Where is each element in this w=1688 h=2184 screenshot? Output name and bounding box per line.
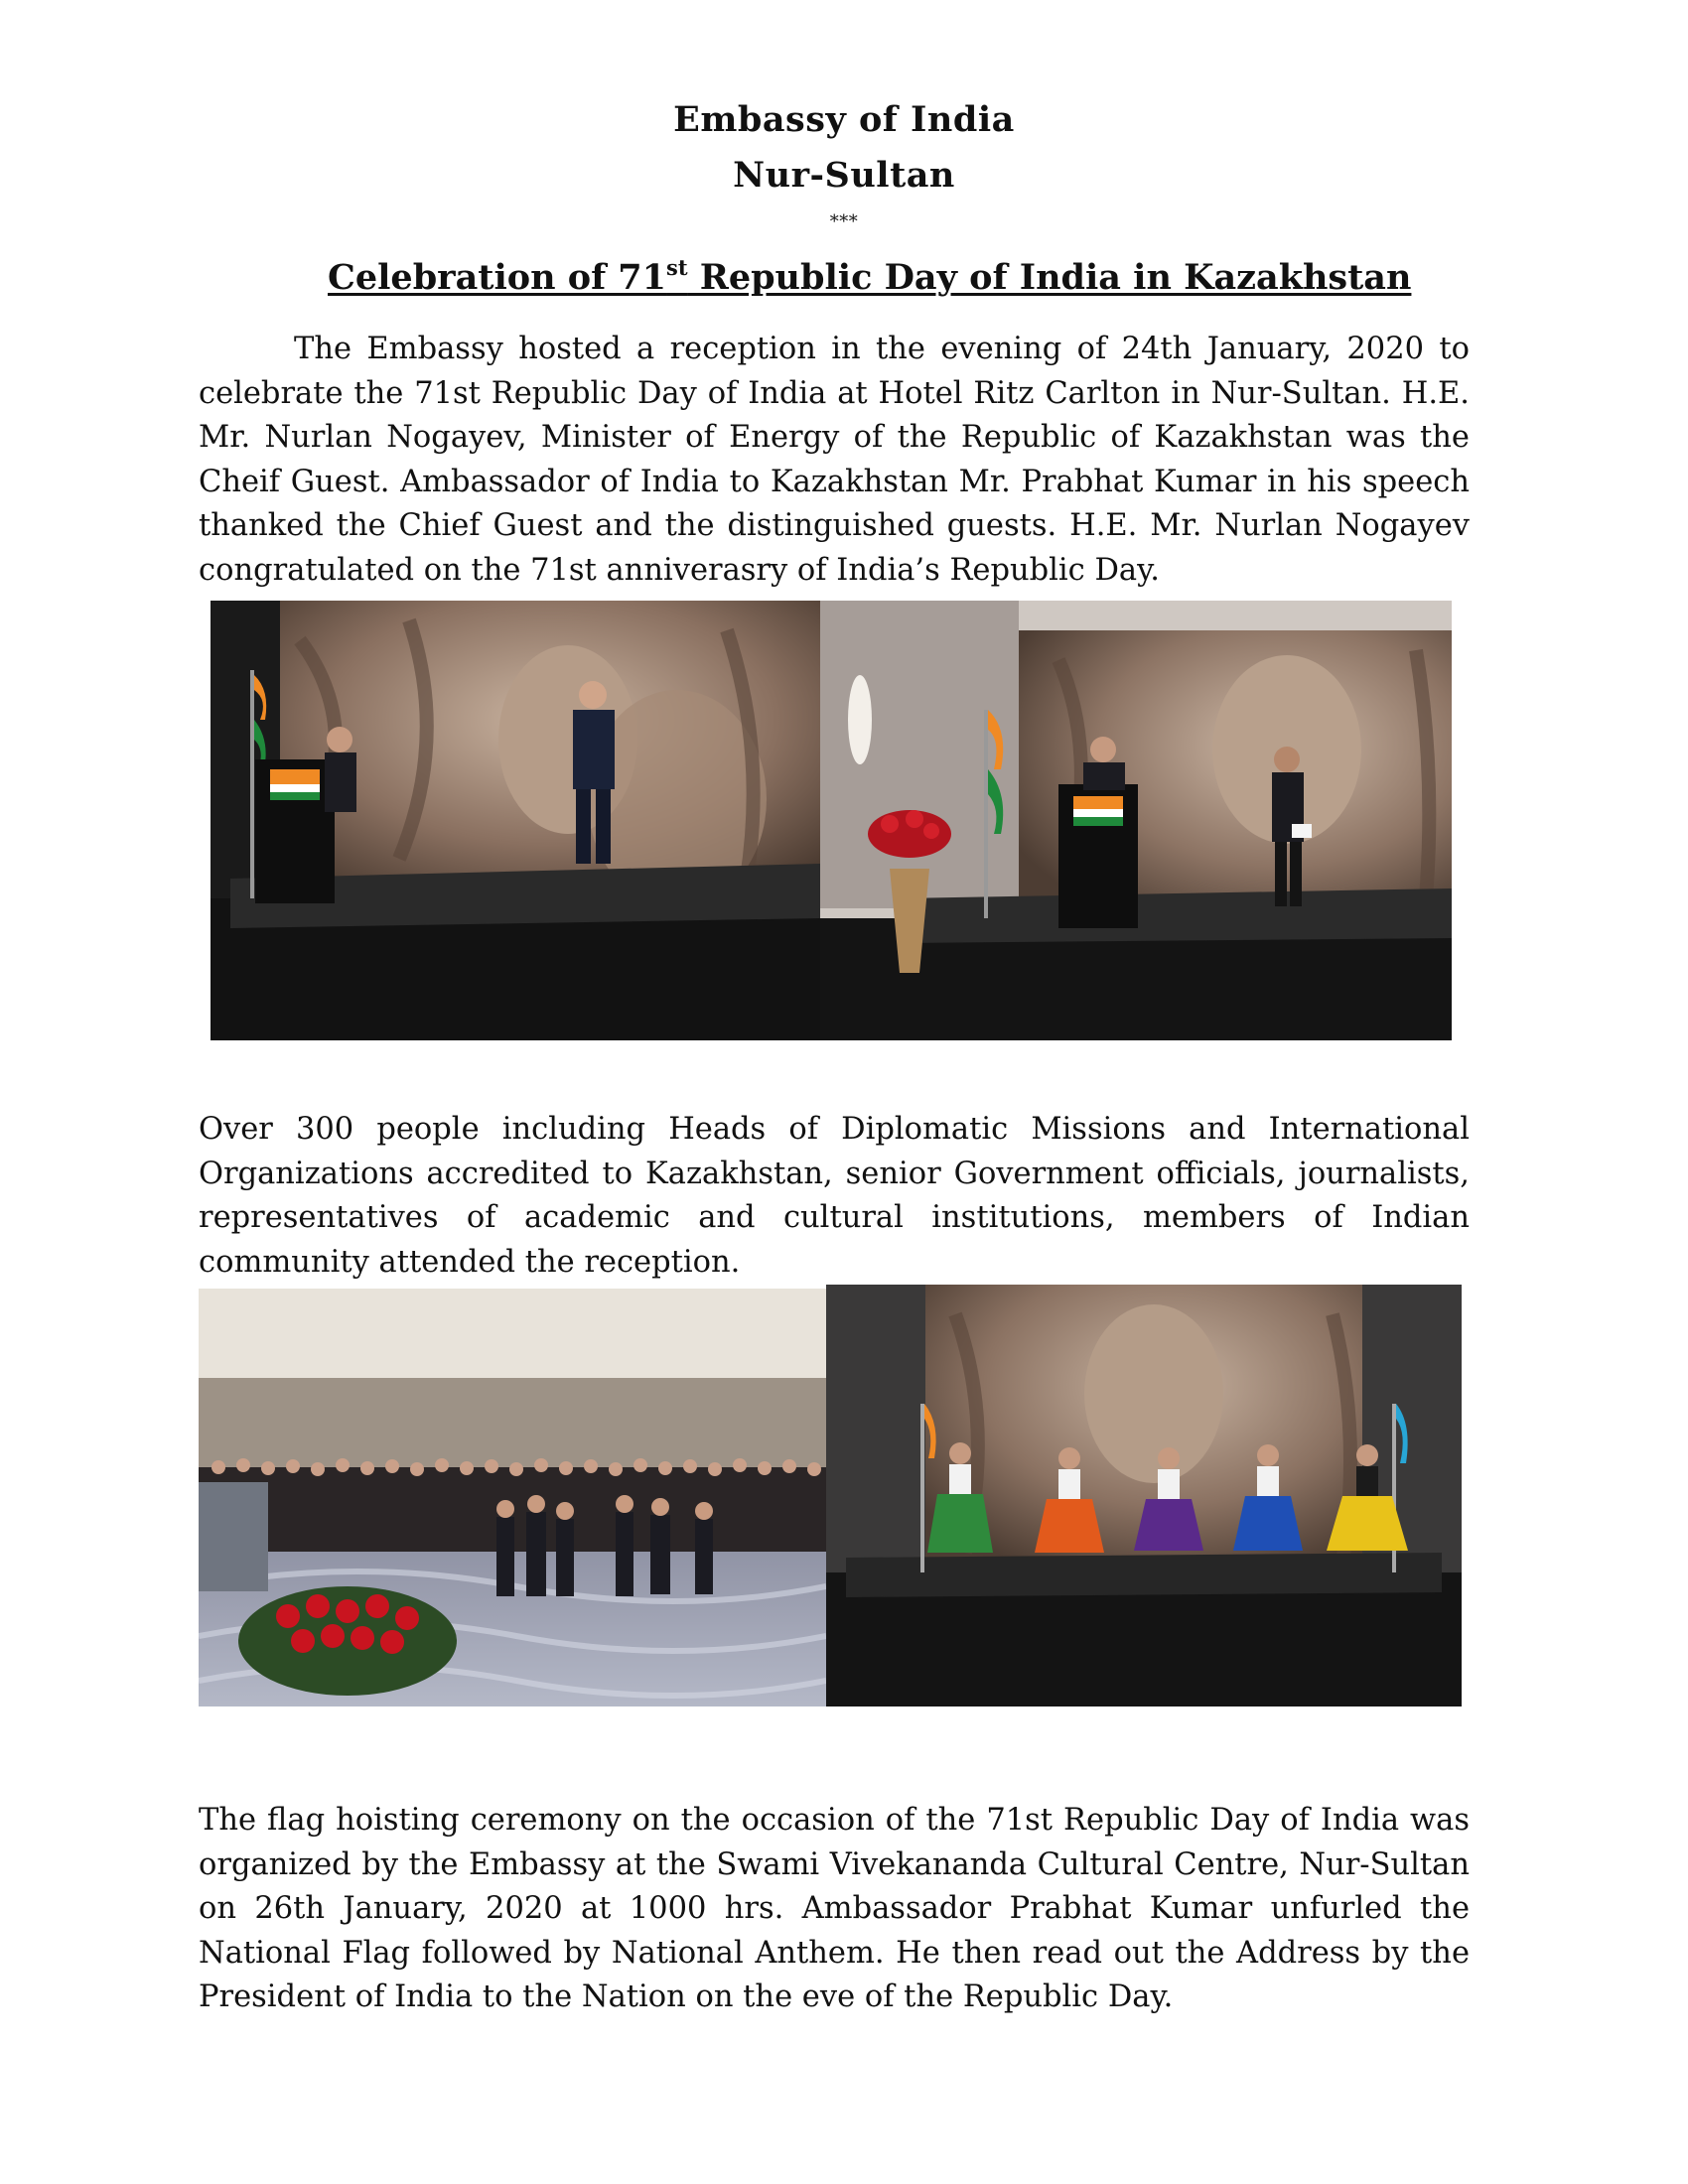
- photo-icon: [820, 601, 1452, 1040]
- organization-name: Embassy of India: [673, 99, 1015, 140]
- document-title: [328, 254, 1460, 302]
- photo-icon: [211, 601, 820, 1040]
- photo-icon: [826, 1285, 1462, 1706]
- title-superscript: st: [666, 255, 688, 280]
- paragraph-attendance: Over 300 people including Heads of Diplomatic Missions and International Organizations accredited to Kazakhstan, senior Government officials, journalists, representatives of academic and cultural institutions, members of Indian community attended the reception.: [199, 1112, 1470, 1280]
- separator-stars: ***: [829, 211, 859, 232]
- photo-icon: [199, 1289, 826, 1706]
- paragraph-flag-hoisting: The flag hoisting ceremony on the occasion of the 71st Republic Day of India was organized by the Embassy at the Swami Vivekananda Cultural Centre, Nur-Sultan on 26th January, 2020 at 1000 hrs. Ambassador Prabhat Kumar unfurled the National Flag followed by National Anthem. He then read out the Address by the President of India to the Nation on the eve of the Republic Day.: [199, 1803, 1470, 2014]
- city-name: Nur-Sultan: [733, 155, 955, 196]
- title-text-before: Celebration of 71: [328, 257, 667, 298]
- paragraph-reception: The Embassy hosted a reception in the evening of 24th January, 2020 to celebrate the 71st Republic Day of India at Hotel Ritz Carlton in Nur-Sultan. H.E. Mr. Nurlan Nogayev, Minister of Energy of the Republic of Kazakhstan was the Cheif Guest. Ambassador of India to Kazakhstan Mr. Prabhat Kumar in his speech thanked the Chief Guest and the distinguished guests. H.E. Mr. Nurlan Nogayev congratulated on the 71st anniverasry of India’s Republic Day.: [199, 332, 1470, 588]
- photo-chief-guest-podium: [820, 601, 1452, 1040]
- photo-guests-ballroom: [199, 1289, 826, 1706]
- title-text-after: Republic Day of India in Kazakhstan: [687, 257, 1412, 298]
- photo-speech-podium: [211, 601, 820, 1040]
- photo-dance-performance: [826, 1285, 1462, 1706]
